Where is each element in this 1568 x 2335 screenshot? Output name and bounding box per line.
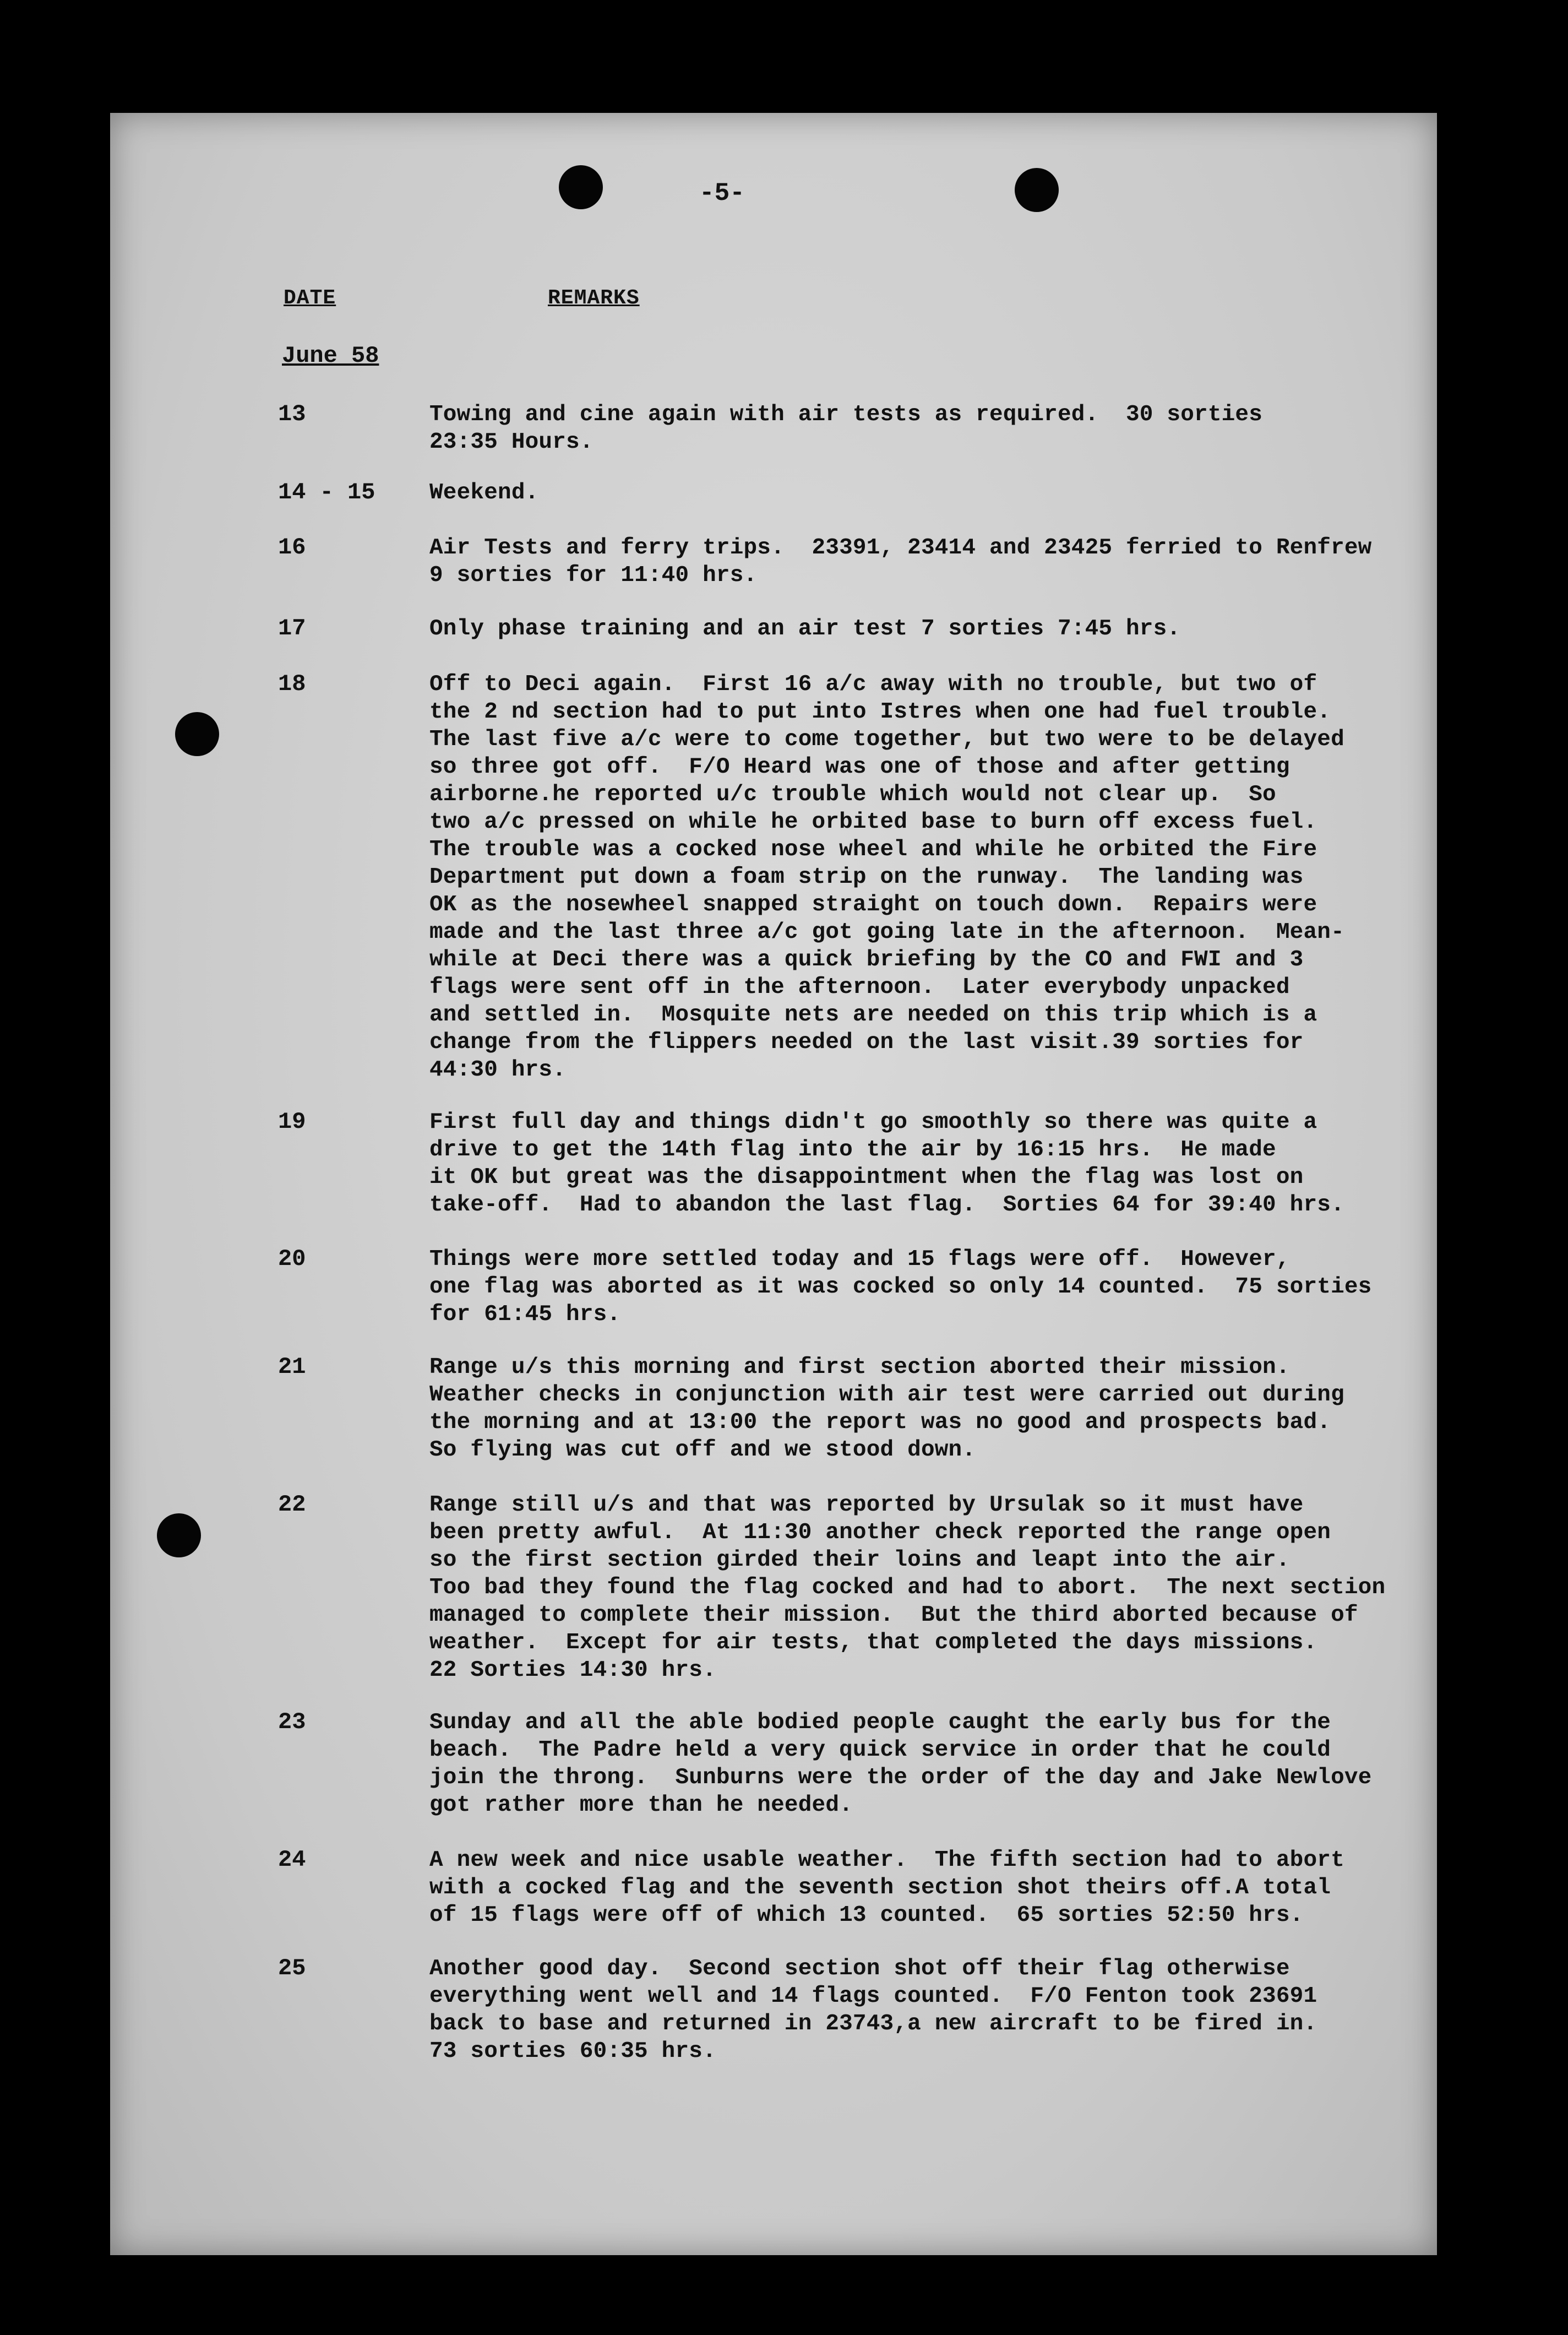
entry-date: 22: [278, 1491, 306, 1518]
entry-remarks: Only phase training and an air test 7 sorties 7:45 hrs.: [429, 616, 1181, 642]
entry-date: 17: [278, 615, 306, 642]
entry-date: 13: [278, 401, 306, 427]
entry-remarks: A new week and nice usable weather. The fifth section had to abort with a cocked flag and the seventh section shot theirs off.A total of 15 flags were off of which 13 counted. 65 sorties 52:50 hrs.: [429, 1848, 1344, 1928]
entry-remarks: Range still u/s and that was reported by Ursulak so it must have been pretty awful. At 11:30 another check reported the range open so the first section girded their loins and leapt into the air. Too bad they found the flag cocked and had to abort. The next section managed to complete their mission. But the third aborted because of weather. Except for air tests, that completed the days missions. 22 Sorties 14:30 hrs.: [429, 1492, 1386, 1683]
page-number: -5-: [699, 179, 745, 208]
remarks-column-header: REMARKS: [548, 286, 640, 310]
punch-hole-left-lower: [157, 1513, 201, 1557]
month-heading: June 58: [282, 343, 379, 369]
entry-remarks: Range u/s this morning and first section aborted their mission. Weather checks in conjunction with air test were carried out during the morning and at 13:00 the report was no good and prospects bad. So flying was cut off and we stood down.: [429, 1355, 1344, 1463]
entry-date: 20: [278, 1246, 306, 1272]
entry-remarks: Another good day. Second section shot off their flag otherwise everything went well and 14 flags counted. F/O Fenton took 23691 back to base and returned in 23743,a new aircraft to be fired in. 73 sorties 60:35 hrs.: [429, 1956, 1317, 2064]
entry-date: 24: [278, 1847, 306, 1873]
entry-remarks: Things were more settled today and 15 flags were off. However, one flag was aborted as it was cocked so only 14 counted. 75 sorties for 61:45 hrs.: [429, 1247, 1372, 1327]
punch-hole-left-upper: [175, 712, 219, 756]
entry-date: 19: [278, 1109, 306, 1135]
entry-remarks: Off to Deci again. First 16 a/c away with no trouble, but two of the 2 nd section had to put into Istres when one had fuel trouble. The last five a/c were to come together, but two were to be delayed so three got off. F/O Heard was one of those and after getting airborne.he reported u/c trouble which would not clear up. So two a/c pressed on while he orbited base to burn off excess fuel. The trouble was a cocked nose wheel and while he orbited the Fire Department put down a foam strip on the runway. The landing was OK as the nosewheel snapped straight on touch down. Repairs were made and the last three a/c got going late in the afternoon. Mean- while at Deci there was a quick briefing by the CO and FWI and 3 flags were sent off in the afternoon. Later everybody unpacked and settled in. Mosquite nets are needed on this trip which is a change from the flippers needed on the last visit.39 sorties for 44:30 hrs.: [429, 672, 1344, 1083]
entry-date: 16: [278, 534, 306, 561]
entry-date: 14 - 15: [278, 479, 375, 506]
punch-hole-top-left: [559, 165, 603, 209]
entry-remarks: Air Tests and ferry trips. 23391, 23414 and 23425 ferried to Renfrew 9 sorties for 11:40 hrs.: [429, 535, 1372, 588]
entry-date: 21: [278, 1354, 306, 1380]
entry-remarks: Towing and cine again with air tests as required. 30 sorties 23:35 Hours.: [429, 402, 1263, 455]
entry-remarks: Sunday and all the able bodied people caught the early bus for the beach. The Padre held a very quick service in order that he could join the throng. Sunburns were the order of the day and Jake Newlove got rather more than he needed.: [429, 1710, 1372, 1818]
entry-remarks: First full day and things didn't go smoothly so there was quite a drive to get the 14th flag into the air by 16:15 hrs. He made it OK but great was the disappointment when the flag was lost on take-off. Had to abandon the last flag. Sorties 64 for 39:40 hrs.: [429, 1110, 1344, 1218]
entry-date: 23: [278, 1709, 306, 1735]
entry-date: 25: [278, 1955, 306, 1981]
entry-date: 18: [278, 671, 306, 697]
punch-hole-top-right: [1015, 168, 1059, 212]
entry-remarks: Weekend.: [429, 480, 539, 506]
date-column-header: DATE: [284, 286, 336, 310]
